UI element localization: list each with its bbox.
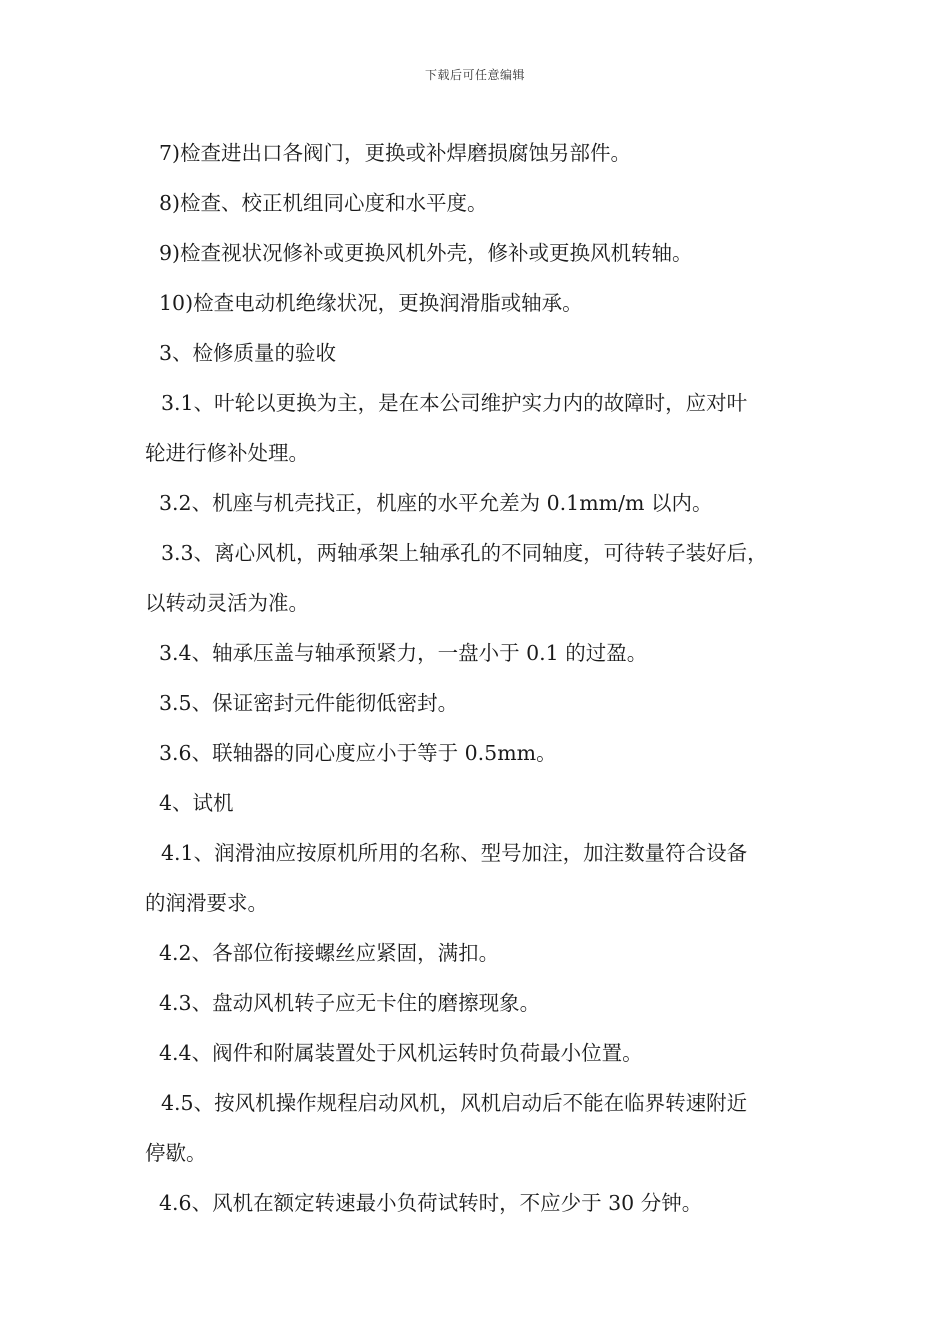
page-header-note: 下载后可任意编辑 [424,68,525,82]
paragraph-line: 4.5、按风机操作规程启动风机，风机启动后不能在临界转速附近 [161,1091,748,1115]
paragraph-line-continuation: 轮进行修补处理。 [145,441,309,465]
paragraph-line: 4.2、各部位衔接螺丝应紧固，满扣。 [159,941,500,965]
paragraph-line: 4.4、阀件和附属装置处于风机运转时负荷最小位置。 [159,1041,643,1065]
paragraph-line: 3.4、轴承压盖与轴承预紧力，一盘小于 0.1 的过盈。 [159,641,648,665]
paragraph-line: 4.3、盘动风机转子应无卡住的磨擦现象。 [159,991,541,1015]
paragraph-line: 8)检查、校正机组同心度和水平度。 [159,191,488,215]
paragraph-line: 3.1、叶轮以更换为主，是在本公司维护实力内的故障时，应对叶 [161,391,748,415]
paragraph-line: 7)检查进出口各阀门，更换或补焊磨损腐蚀另部件。 [159,141,632,165]
paragraph-line: 3.2、机座与机壳找正，机座的水平允差为 0.1mm/m 以内。 [159,491,713,515]
paragraph-line: 3.6、联轴器的同心度应小于等于 0.5mm。 [159,741,557,765]
paragraph-line-continuation: 以转动灵活为准。 [145,591,309,615]
section-heading: 4、试机 [159,791,234,815]
paragraph-line: 3.5、保证密封元件能彻低密封。 [159,691,459,715]
section-heading: 3、检修质量的验收 [159,341,337,365]
paragraph-line: 10)检查电动机绝缘状况，更换润滑脂或轴承。 [159,291,583,315]
paragraph-line-continuation: 停歇。 [145,1141,207,1165]
document-body [145,128,835,1228]
paragraph-line-continuation: 的润滑要求。 [145,891,268,915]
paragraph-line: 9)检查视状况修补或更换风机外壳，修补或更换风机转轴。 [159,241,693,265]
paragraph-line: 4.6、风机在额定转速最小负荷试转时，不应少于 30 分钟。 [159,1191,703,1215]
paragraph-line: 4.1、润滑油应按原机所用的名称、型号加注，加注数量符合设备 [161,841,748,865]
paragraph-line: 3.3、离心风机，两轴承架上轴承孔的不同轴度，可待转子装好后， [161,541,768,565]
